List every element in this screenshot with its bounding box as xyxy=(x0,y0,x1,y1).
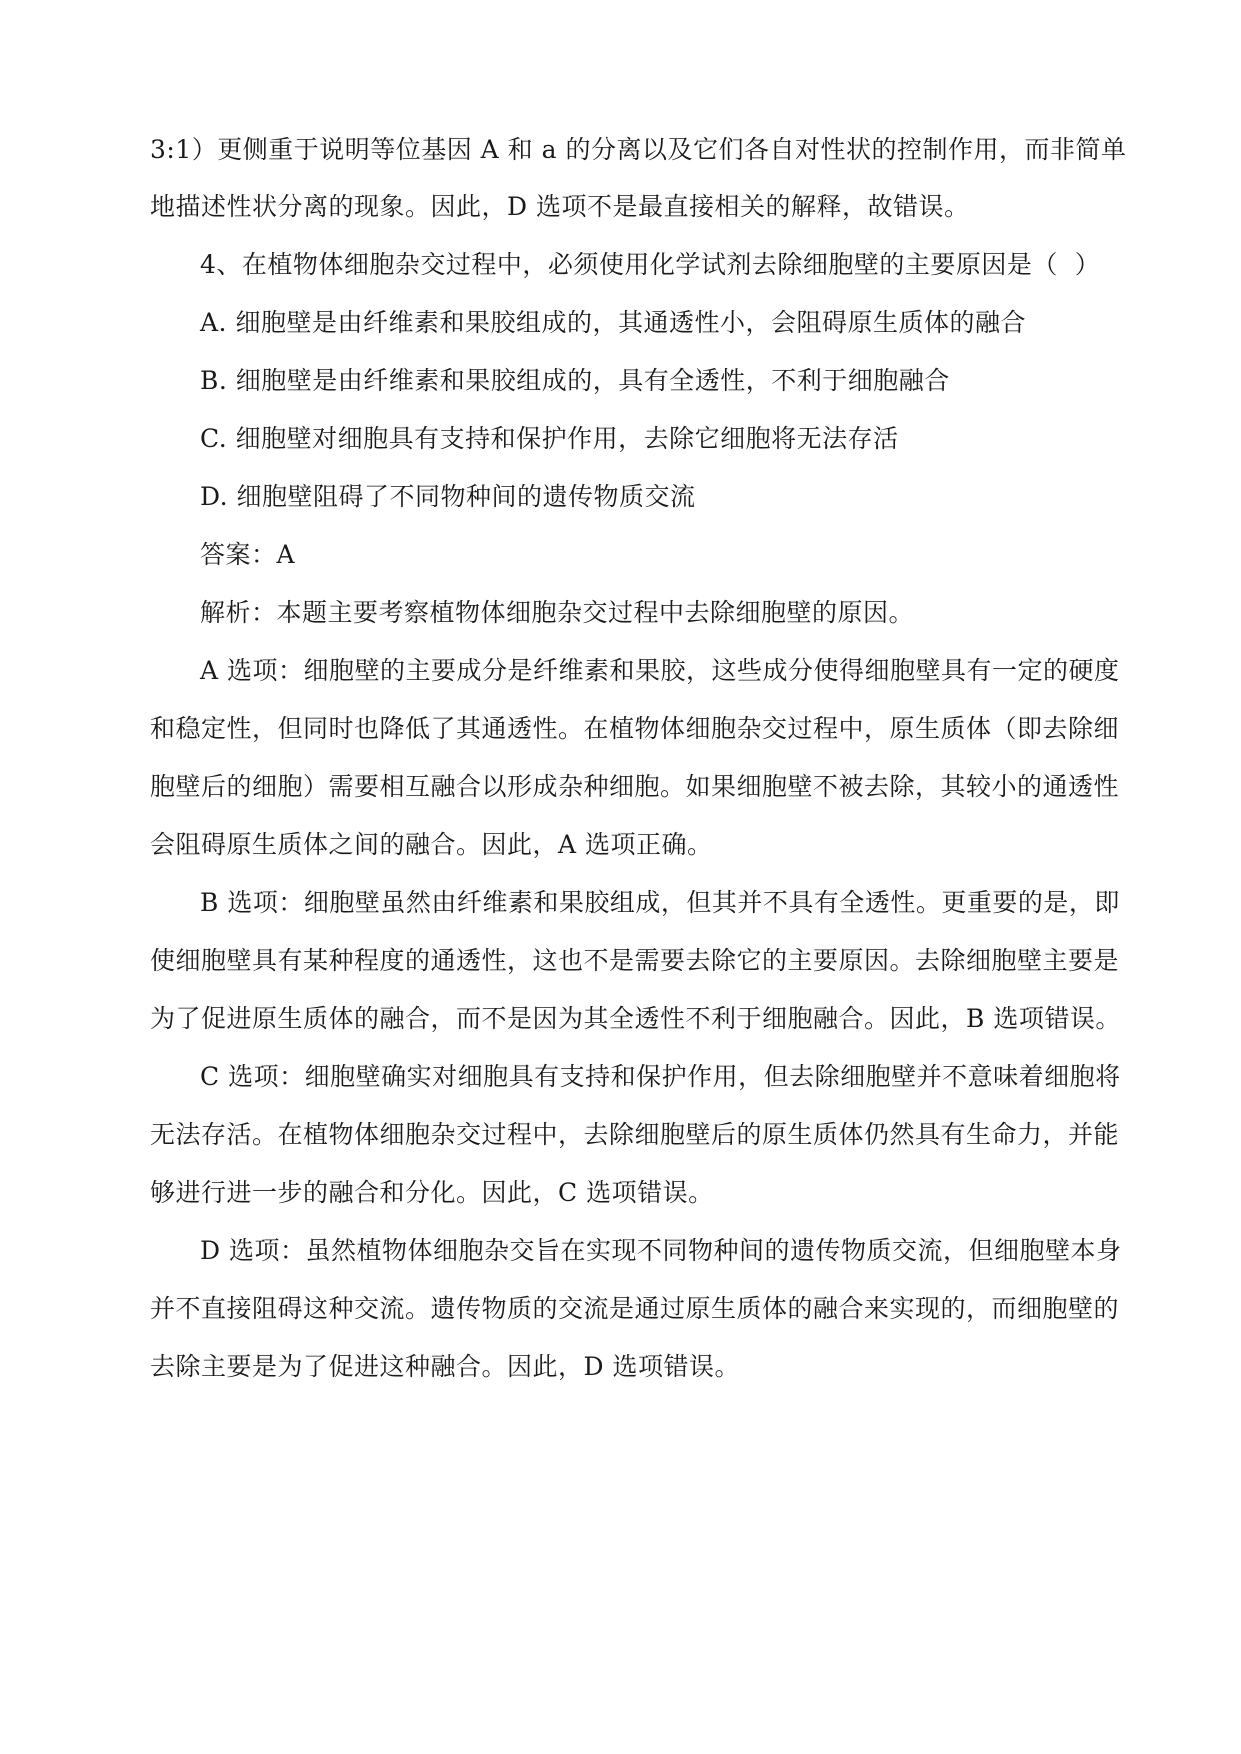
analysis-intro: 解析：本题主要考察植物体细胞杂交过程中去除细胞壁的原因。 xyxy=(200,598,915,627)
option-d: D. 细胞壁阻碍了不同物种间的遗传物质交流 xyxy=(200,482,696,511)
analysis-c-line: 够进行进一步的融合和分化。因此，C 选项错误。 xyxy=(150,1178,714,1207)
option-a: A. 细胞壁是由纤维素和果胶组成的，其通透性小，会阻碍原生质体的融合 xyxy=(200,308,1026,337)
analysis-b-line: 为了促进原生质体的融合，而不是因为其全透性不利于细胞融合。因此，B 选项错误。 xyxy=(150,1004,1121,1033)
analysis-b-line: 使细胞壁具有某种程度的通透性，这也不是需要去除它的主要原因。去除细胞壁主要是 xyxy=(150,946,1120,975)
analysis-d-line: D 选项：虽然植物体细胞杂交旨在实现不同物种间的遗传物质交流，但细胞壁本身 xyxy=(200,1236,1122,1265)
question-text: 4、在植物体细胞杂交过程中，必须使用化学试剂去除细胞壁的主要原因是（ ） xyxy=(200,250,1101,279)
analysis-a-line: 胞壁后的细胞）需要相互融合以形成杂种细胞。如果细胞壁不被去除，其较小的通透性 xyxy=(150,772,1120,801)
analysis-a-line: 和稳定性，但同时也降低了其通透性。在植物体细胞杂交过程中，原生质体（即去除细 xyxy=(150,714,1120,743)
text-line: 3:1）更侧重于说明等位基因 A 和 a 的分离以及它们各自对性状的控制作用，而非简单 xyxy=(150,135,1127,164)
text-line: 地描述性状分离的现象。因此，D 选项不是最直接相关的解释，故错误。 xyxy=(150,192,970,221)
answer-text: 答案：A xyxy=(200,540,296,569)
analysis-d-line: 并不直接阻碍这种交流。遗传物质的交流是通过原生质体的融合来实现的，而细胞壁的 xyxy=(150,1294,1120,1323)
analysis-a-line: 会阻碍原生质体之间的融合。因此，A 选项正确。 xyxy=(150,830,713,859)
option-b: B. 细胞壁是由纤维素和果胶组成的，具有全透性，不利于细胞融合 xyxy=(200,366,950,395)
analysis-a-line: A 选项：细胞壁的主要成分是纤维素和果胶，这些成分使得细胞壁具有一定的硬度 xyxy=(200,656,1120,685)
analysis-d-line: 去除主要是为了促进这种融合。因此，D 选项错误。 xyxy=(150,1352,740,1381)
analysis-c-line: 无法存活。在植物体细胞杂交过程中，去除细胞壁后的原生质体仍然具有生命力，并能 xyxy=(150,1120,1120,1149)
option-c: C. 细胞壁对细胞具有支持和保护作用，去除它细胞将无法存活 xyxy=(200,424,899,453)
analysis-c-line: C 选项：细胞壁确实对细胞具有支持和保护作用，但去除细胞壁并不意味着细胞将 xyxy=(200,1062,1121,1091)
analysis-b-line: B 选项：细胞壁虽然由纤维素和果胶组成，但其并不具有全透性。更重要的是，即 xyxy=(200,888,1120,917)
